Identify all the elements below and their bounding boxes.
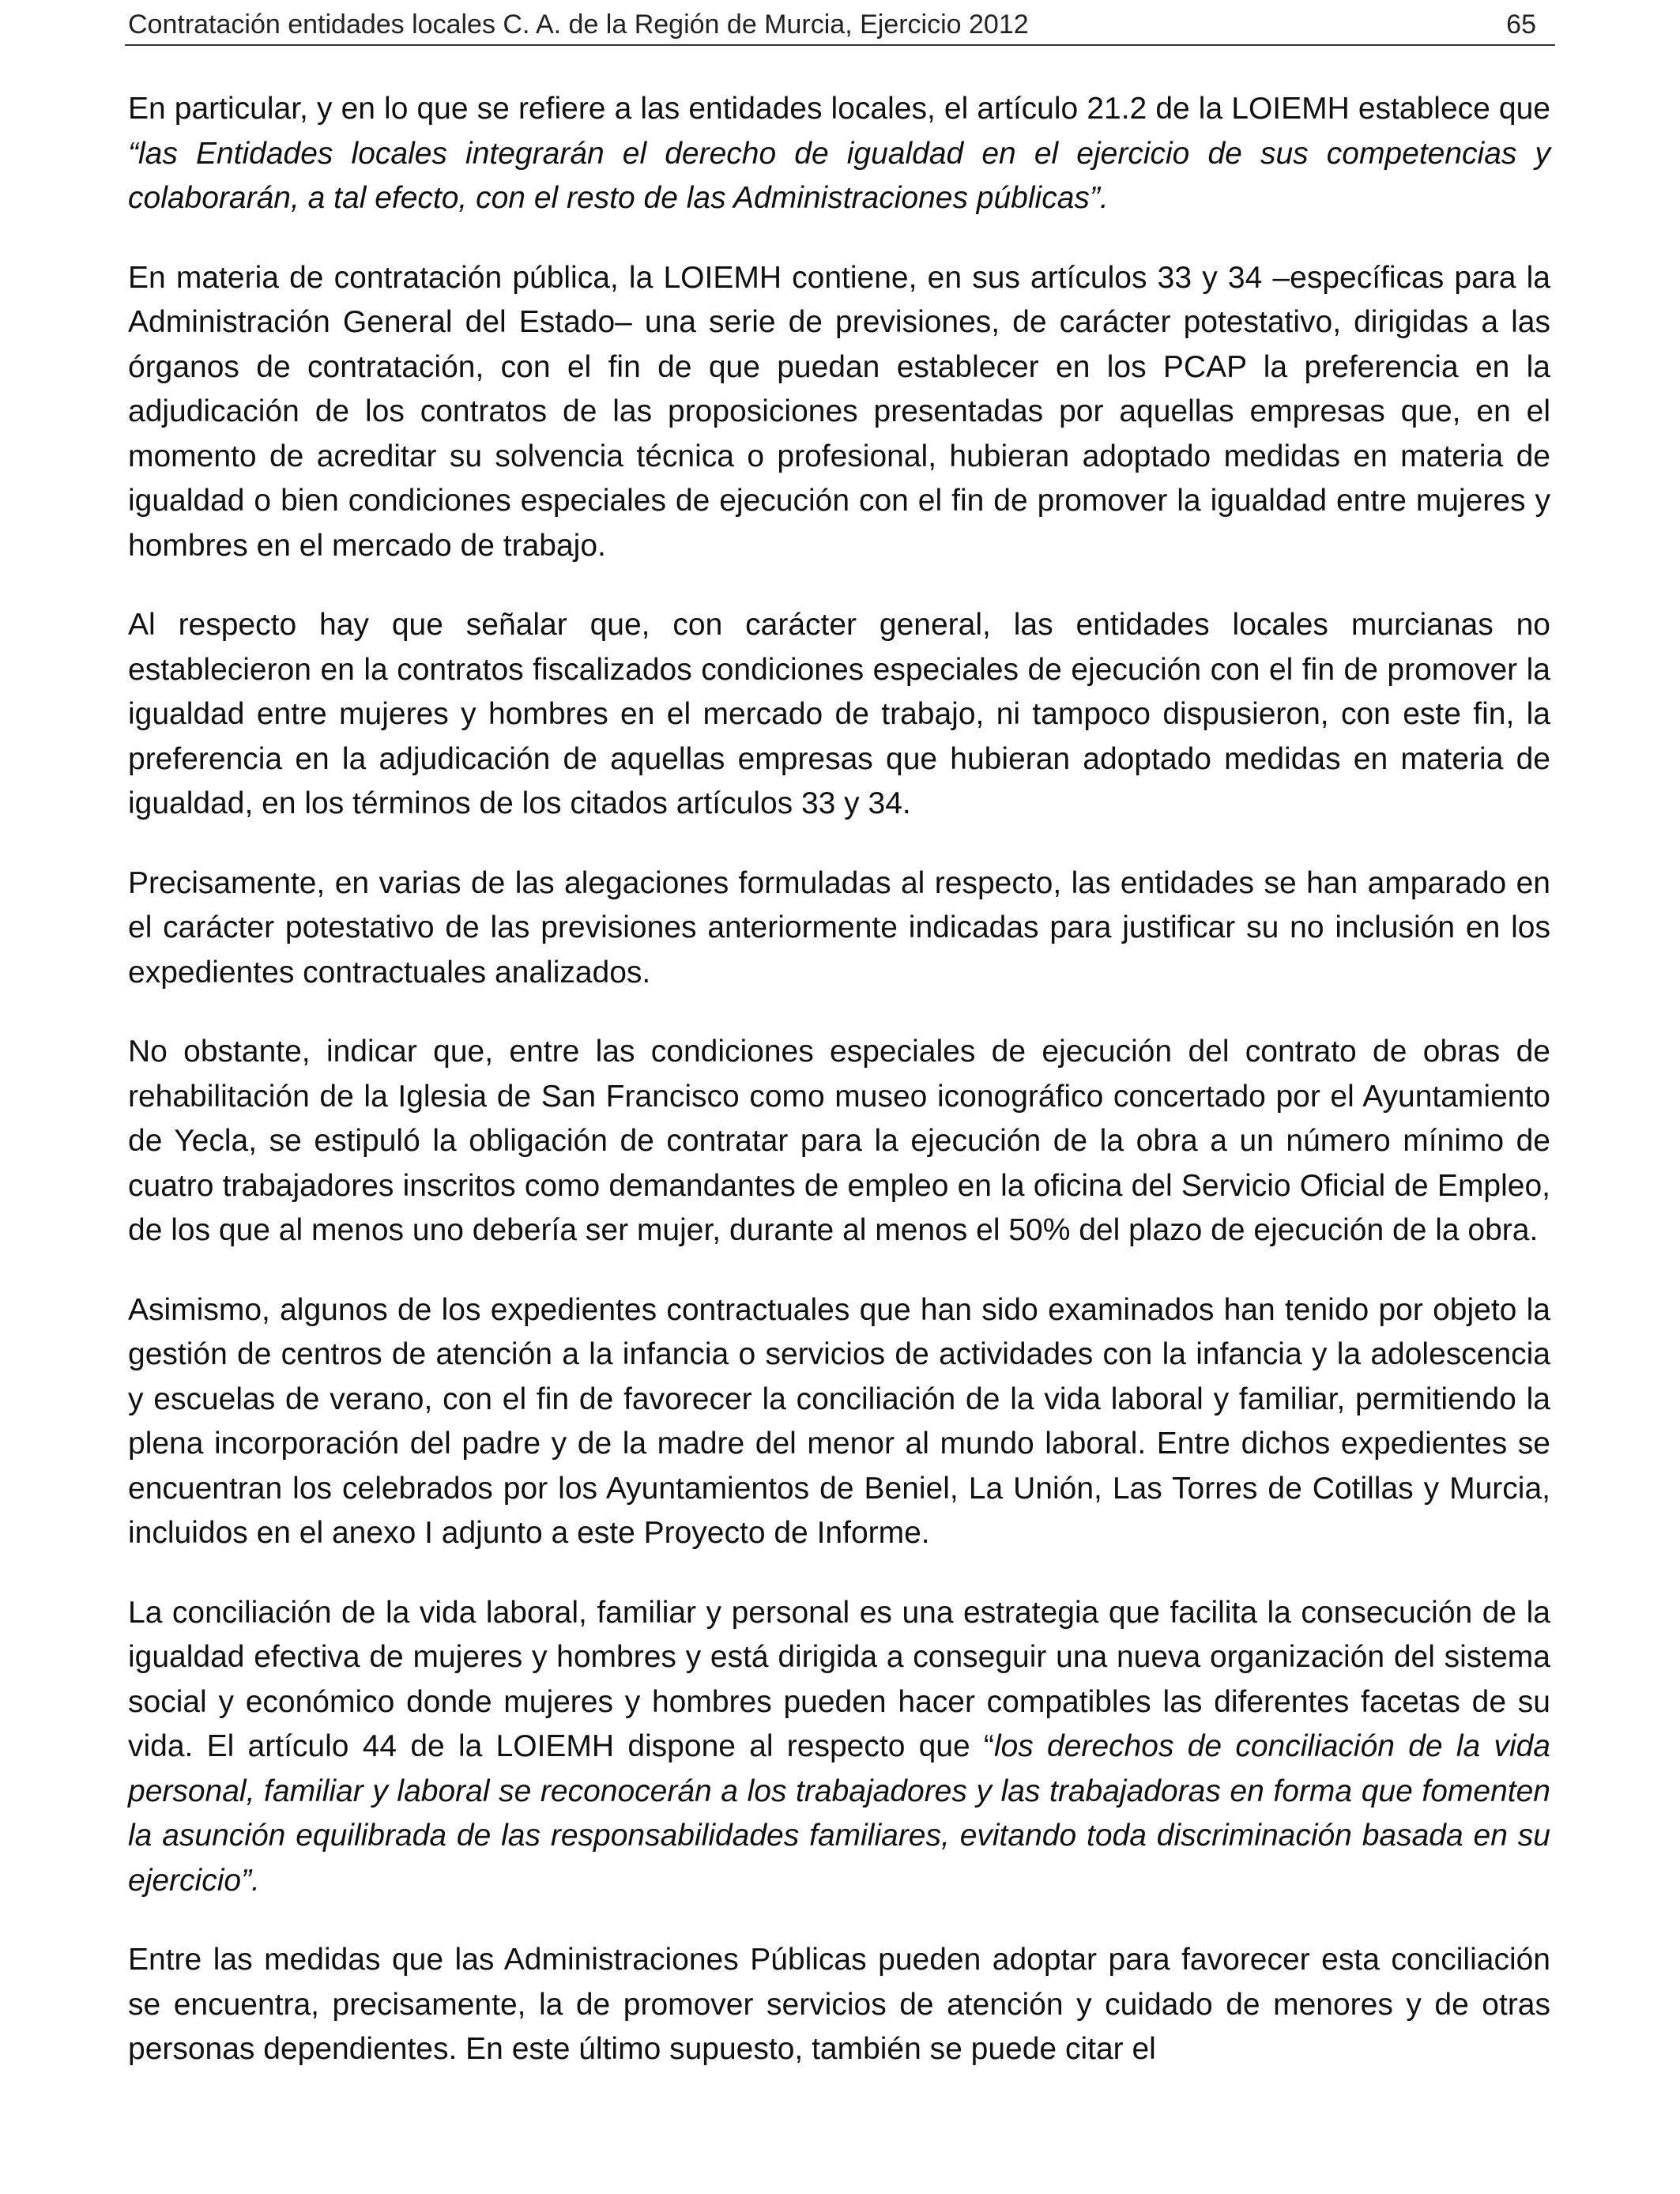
header-title: Contratación entidades locales C. A. de la Región de Murcia, Ejercicio 2012	[128, 9, 1029, 40]
quoted-text: “las Entidades locales integrarán el derecho de igualdad en el ejercicio de sus competencias y colaborarán, a tal efecto, con el resto de las Administraciones públicas”.	[128, 136, 1550, 215]
paragraph: No obstante, indicar que, entre las condiciones especiales de ejecución del contrato de obras de rehabilitación de la Iglesia de San Francisco como museo iconográfico concertado por el Ayuntamiento de Yecla, se estipuló la obligación de contratar para la ejecución de la obra a un número mínimo de cuatro trabajadores inscritos como demandantes de empleo en la oficina del Servicio Oficial de Empleo, de los que al menos uno debería ser mujer, durante al menos el 50% del plazo de ejecución de la obra.	[128, 1035, 1550, 1247]
body-text	[128, 87, 1550, 2107]
page-number: 65	[1506, 9, 1536, 40]
paragraph: Al respecto hay que señalar que, con carácter general, las entidades locales murcianas no establecieron en la contratos fiscalizados condiciones especiales de ejecución con el fin de promover la igualdad entre mujeres y hombres en el mercado de trabajo, ni tampoco dispusieron, con este fin, la preferencia en la adjudicación de aquellas empresas que hubieran adoptado medidas en materia de igualdad, en los términos de los citados artículos 33 y 34.	[128, 608, 1550, 820]
paragraph	[128, 87, 1550, 221]
paragraph	[128, 1591, 1550, 1904]
paragraph-text: La conciliación de la vida laboral, familiar y personal es una estrategia que facilita la consecución de la igualdad efectiva de mujeres y hombres y está dirigida a conseguir una nueva organización del sistema social y económico donde mujeres y hombres pueden hacer compatibles las diferentes facetas de su vida. El artículo 44 de la LOIEMH dispone al respecto que “	[128, 1595, 1550, 1763]
paragraph: Precisamente, en varias de las alegaciones formuladas al respecto, las entidades se han amparado en el carácter potestativo de las previsiones anteriormente indicadas para justificar su no inclusión en los expedientes contractuales analizados.	[128, 865, 1550, 990]
paragraph: Entre las medidas que las Administraciones Públicas pueden adoptar para favorecer esta conciliación se encuentra, precisamente, la de promover servicios de atención y cuidado de menores y de otras personas dependientes. En este último supuesto, también se puede citar el	[128, 1943, 1550, 2066]
paragraph-text: En particular, y en lo que se refiere a las entidades locales, el artículo 21.2 de la LOIEMH establece que	[128, 92, 1550, 126]
running-header	[125, 5, 1555, 46]
quoted-text: los derechos de conciliación de la vida personal, familiar y laboral se reconocerán a los trabajadores y las trabajadoras en forma que fomenten la asunción equilibrada de las responsabilidades familiares, evitando toda discriminación basada en su ejercicio”.	[128, 1729, 1550, 1898]
paragraph: Asimismo, algunos de los expedientes contractuales que han sido examinados han tenido por objeto la gestión de centros de atención a la infancia o servicios de actividades con la infancia y la adolescencia y escuelas de verano, con el fin de favorecer la conciliación de la vida laboral y familiar, permitiendo la plena incorporación del padre y de la madre del menor al mundo laboral. Entre dichos expedientes se encuentran los celebrados por los Ayuntamientos de Beniel, La Unión, Las Torres de Cotillas y Murcia, incluidos en el anexo I adjunto a este Proyecto de Informe.	[128, 1292, 1550, 1550]
paragraph: En materia de contratación pública, la LOIEMH contiene, en sus artículos 33 y 34 –específicas para la Administración General del Estado– una serie de previsiones, de carácter potestativo, dirigidas a las órganos de contratación, con el fin de que puedan establecer en los PCAP la preferencia en la adjudicación de los contratos de las proposiciones presentadas por aquellas empresas que, en el momento de acreditar su solvencia técnica o profesional, hubieran adoptado medidas en materia de igualdad o bien condiciones especiales de ejecución con el fin de promover la igualdad entre mujeres y hombres en el mercado de trabajo.	[128, 260, 1550, 563]
